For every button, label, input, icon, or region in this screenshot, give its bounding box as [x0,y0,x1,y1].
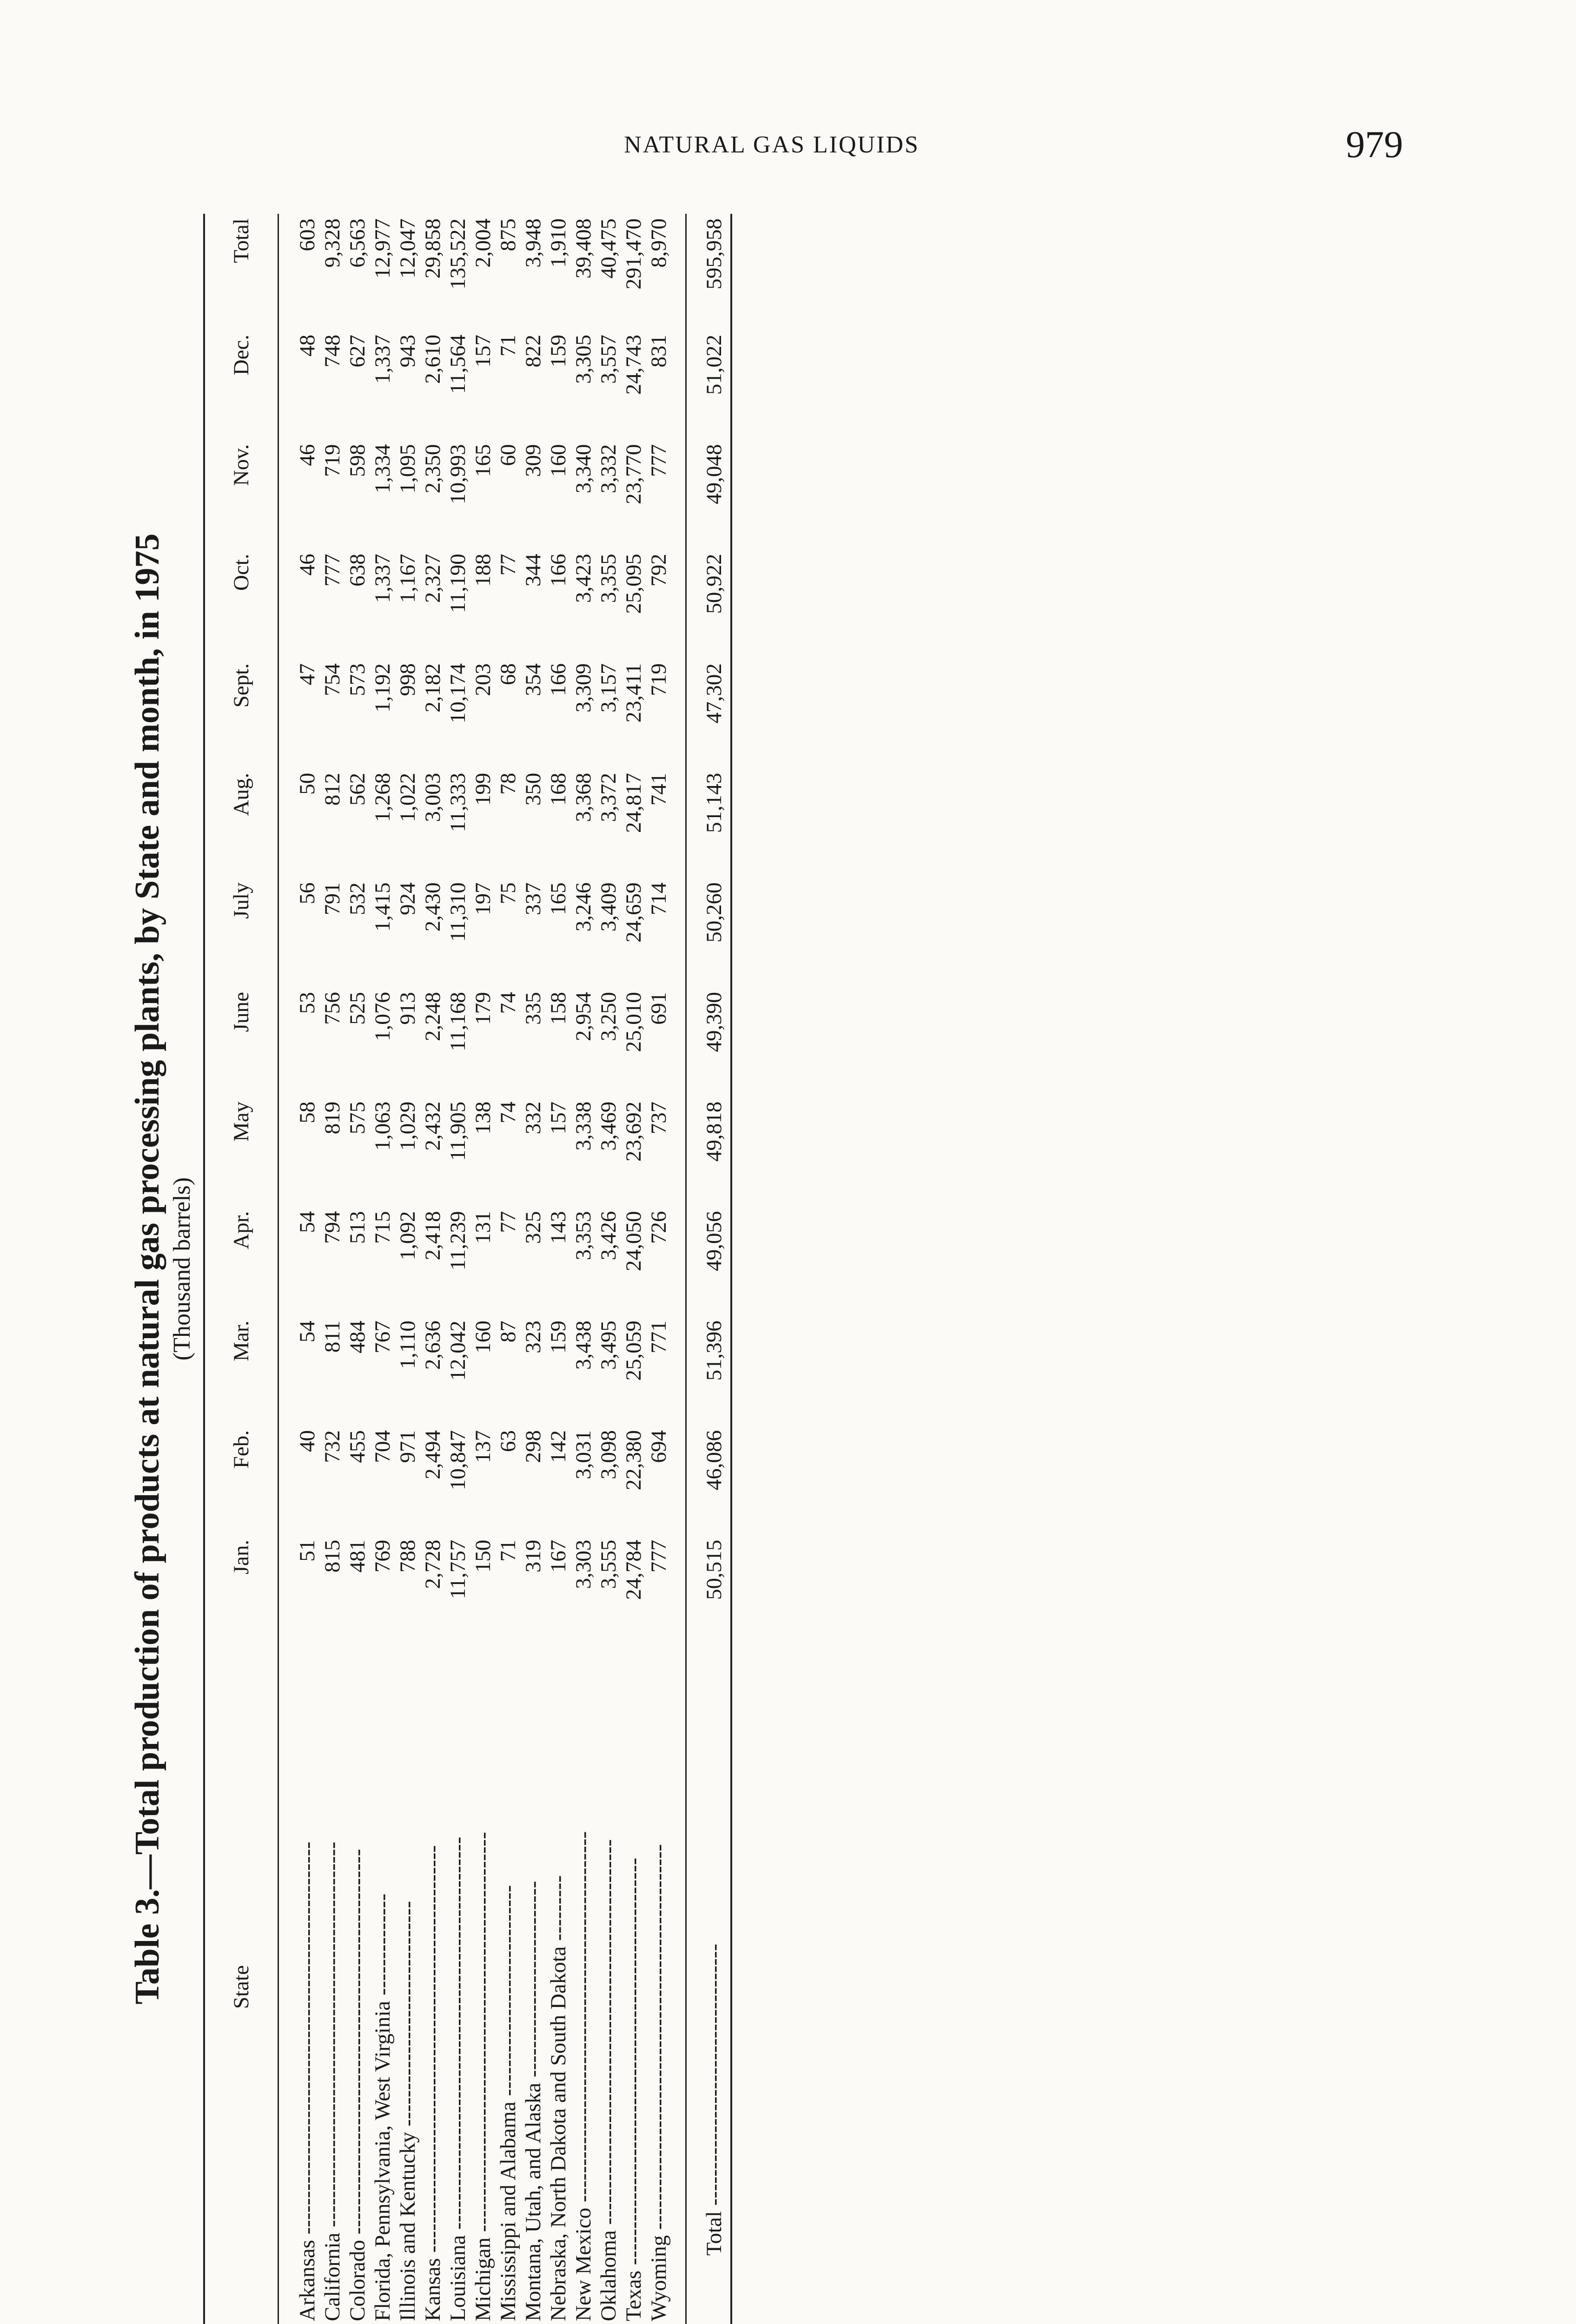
value-cell: 3,495 [596,1320,621,1370]
dot-leader: ------------------------------- [396,1901,420,2126]
dot-leader: -------------------------------------------------------- [622,1857,646,2265]
value-cell: 741 [647,772,671,806]
total-label: Total ------------------------------------ [686,1650,732,2324]
value-cell: 998 [396,663,420,696]
value-cell: 323 [521,1320,545,1353]
value-cell: 11,190 [446,554,470,613]
total-cell: 51,396 [686,1316,732,1426]
value-cell: 157 [546,1101,570,1135]
total-cell: 595,958 [686,214,732,330]
value-cell: 691 [647,992,671,1025]
value-cell: 2,636 [421,1320,445,1370]
dot-leader: ------------------------------------------------------ [295,1842,319,2235]
value-cell: 913 [396,992,420,1025]
total-cell: 51,143 [686,768,732,878]
value-cell: 3,426 [596,1211,621,1261]
value-cell: 2,182 [421,663,445,713]
value-cell: 75 [496,882,520,905]
value-cell: 167 [546,1539,570,1573]
state-cell: Wyoming ----------------------------------------------------- [647,1844,671,2321]
value-cell: 344 [521,554,545,587]
value-cell: 1,167 [396,554,420,603]
value-cell: 767 [371,1320,395,1353]
table-body [278,214,686,2324]
table-row [445,214,470,2324]
value-cell: 3,338 [571,1101,596,1151]
value-cell: 2,004 [471,218,495,268]
running-head: NATURAL GAS LIQUIDS [624,132,920,158]
rotated-table-block [128,214,726,2324]
value-cell: 1,334 [371,444,395,494]
state-cell: Montana, Utah, and Alaska --------------------------- [521,1881,545,2321]
value-cell: 56 [295,882,319,905]
value-cell: 71 [496,334,520,357]
table-row [320,214,345,2324]
value-cell: 60 [496,444,520,466]
value-cell: 179 [471,992,495,1025]
table-row [420,214,445,2324]
state-cell: Nebraska, North Dakota and South Dakota --------- [546,1875,570,2321]
value-cell: 777 [320,554,344,587]
value-cell: 87 [496,1320,520,1343]
value-cell: 484 [345,1320,370,1353]
dot-leader: --------- [546,1875,570,1941]
total-cell: 47,302 [686,659,732,768]
value-cell: 1,192 [371,663,395,713]
value-cell: 3,031 [571,1430,596,1479]
column-header: Mar. [204,1316,278,1426]
state-cell: Colorado ----------------------------------------------------- [345,1849,370,2321]
value-cell: 24,050 [622,1211,646,1271]
value-cell: 2,728 [421,1539,445,1589]
value-cell: 1,337 [371,334,395,384]
table-row [621,214,646,2324]
value-cell: 71 [496,1539,520,1562]
value-cell: 769 [371,1539,395,1573]
column-header: June [204,987,278,1097]
value-cell: 638 [345,554,370,587]
value-cell: 694 [647,1430,671,1463]
value-cell: 199 [471,772,495,806]
value-cell: 2,954 [571,992,596,1041]
value-cell: 40 [295,1430,319,1452]
value-cell: 943 [396,334,420,368]
state-cell: Kansas -------------------------------------------------------- [421,1845,445,2321]
value-cell: 29,858 [421,218,445,279]
state-cell: Michigan ------------------------------------------------------- [471,1832,495,2321]
value-cell: 78 [496,772,520,795]
column-header: Aug. [204,768,278,878]
value-cell: 337 [521,882,545,915]
value-cell: 10,993 [446,444,470,504]
value-cell: 143 [546,1211,570,1244]
column-header: Dec. [204,330,278,440]
state-cell: Louisiana ------------------------------------------------------ [446,1836,470,2321]
total-cell: 46,086 [686,1426,732,1535]
value-cell: 10,174 [446,663,470,724]
value-cell: 1,268 [371,772,395,822]
value-cell: 831 [647,334,671,368]
value-cell: 54 [295,1320,319,1343]
value-cell: 159 [546,1320,570,1353]
column-header: Jan. [204,1535,278,1650]
value-cell: 748 [320,334,344,368]
value-cell: 971 [396,1430,420,1463]
value-cell: 573 [345,663,370,696]
column-header: Oct. [204,549,278,659]
column-header: Apr. [204,1207,278,1316]
value-cell: 6,563 [345,218,370,268]
value-cell: 137 [471,1430,495,1463]
value-cell: 819 [320,1101,344,1135]
production-table [203,214,732,2324]
value-cell: 1,076 [371,992,395,1041]
value-cell: 3,372 [596,772,621,822]
table-row [470,214,496,2324]
value-cell: 188 [471,554,495,587]
value-cell: 3,368 [571,772,596,822]
value-cell: 8,970 [647,218,671,268]
table-title: Table 3.—Total production of products at natural gas processing plants, by State and month, in 1975 [128,533,166,2005]
value-cell: 24,817 [622,772,646,833]
value-cell: 791 [320,882,344,915]
value-cell: 298 [521,1430,545,1463]
total-cell: 49,390 [686,987,732,1097]
total-cell: 49,056 [686,1207,732,1316]
value-cell: 131 [471,1211,495,1244]
dot-leader: -------------------------------------------------------- [421,1845,445,2253]
value-cell: 165 [546,882,570,915]
value-cell: 50 [295,772,319,795]
value-cell: 1,029 [396,1101,420,1151]
total-cell: 49,048 [686,440,732,549]
total-row [686,214,732,2324]
value-cell: 159 [546,334,570,368]
value-cell: 12,047 [396,218,420,279]
state-cell: Texas -------------------------------------------------------- [622,1857,646,2321]
value-cell: 715 [371,1211,395,1244]
value-cell: 24,784 [622,1539,646,1600]
dot-leader: ----------------------------------------------------- [647,1844,671,2230]
value-cell: 48 [295,334,319,357]
value-cell: 737 [647,1101,671,1135]
value-cell: 150 [471,1539,495,1573]
value-cell: 513 [345,1211,370,1244]
value-cell: 719 [647,663,671,696]
value-cell: 77 [496,1211,520,1233]
state-cell: Oklahoma ----------------------------------------------------- [596,1839,621,2321]
value-cell: 47 [295,663,319,686]
table-row [546,214,571,2324]
value-cell: 726 [647,1211,671,1244]
value-cell: 11,905 [446,1101,470,1161]
table-row [646,214,686,2324]
value-cell: 3,246 [571,882,596,932]
value-cell: 481 [345,1539,370,1573]
value-cell: 332 [521,1101,545,1135]
value-cell: 719 [320,444,344,477]
value-cell: 794 [320,1211,344,1244]
value-cell: 160 [471,1320,495,1353]
value-cell: 197 [471,882,495,915]
value-cell: 309 [521,444,545,477]
total-cell: 50,260 [686,878,732,987]
value-cell: 166 [546,663,570,696]
dot-leader: --------------------------- [521,1881,545,2078]
dot-leader: ----------------------------------------------------- [320,1842,344,2227]
value-cell: 46 [295,554,319,576]
value-cell: 3,250 [596,992,621,1041]
value-cell: 11,333 [446,772,470,832]
value-cell: 875 [496,218,520,251]
total-cell: 49,818 [686,1097,732,1207]
value-cell: 2,494 [421,1430,445,1479]
state-cell: New Mexico --------------------------------------------------- [571,1831,596,2321]
table-header-row [204,214,278,2324]
table-subtitle: (Thousand barrels) [169,1177,195,1361]
value-cell: 1,337 [371,554,395,603]
value-cell: 562 [345,772,370,806]
state-cell: California ----------------------------------------------------- [320,1842,344,2321]
value-cell: 39,408 [571,218,596,279]
total-cell: 50,515 [686,1535,732,1650]
state-cell: Illinois and Kentucky ------------------------------- [396,1901,420,2321]
value-cell: 1,910 [546,218,570,268]
value-cell: 168 [546,772,570,806]
value-cell: 756 [320,992,344,1025]
value-cell: 1,022 [396,772,420,822]
value-cell: 68 [496,663,520,686]
value-cell: 12,977 [371,218,395,279]
column-header: Sept. [204,659,278,768]
value-cell: 3,098 [596,1430,621,1479]
value-cell: 532 [345,882,370,915]
value-cell: 24,659 [622,882,646,943]
value-cell: 23,411 [622,663,646,723]
value-cell: 792 [647,554,671,587]
value-cell: 74 [496,992,520,1014]
value-cell: 3,948 [521,218,545,268]
value-cell: 788 [396,1539,420,1573]
value-cell: 1,095 [396,444,420,494]
value-cell: 2,430 [421,882,445,932]
value-cell: 11,168 [446,992,470,1051]
value-cell: 3,353 [571,1211,596,1261]
value-cell: 815 [320,1539,344,1573]
dot-leader: -------------- [371,1893,395,1996]
value-cell: 25,095 [622,554,646,614]
state-cell: Florida, Pennsylvania, West Virginia -------------- [371,1893,395,2321]
value-cell: 2,350 [421,444,445,494]
value-cell: 2,432 [421,1101,445,1151]
value-cell: 51 [295,1539,319,1562]
value-cell: 10,847 [446,1430,470,1491]
table-row [345,214,370,2324]
column-header: May [204,1097,278,1207]
value-cell: 11,757 [446,1539,470,1599]
value-cell: 335 [521,992,545,1025]
value-cell: 3,409 [596,882,621,932]
value-cell: 714 [647,882,671,915]
value-cell: 40,475 [596,218,621,279]
value-cell: 135,522 [446,218,470,290]
table-row [596,214,621,2324]
value-cell: 24,743 [622,334,646,395]
table-row [521,214,546,2324]
value-cell: 777 [647,1539,671,1573]
table-row [370,214,395,2324]
value-cell: 598 [345,444,370,477]
value-cell: 157 [471,334,495,368]
table-row [278,214,320,2324]
value-cell: 575 [345,1101,370,1135]
value-cell: 754 [320,663,344,696]
value-cell: 138 [471,1101,495,1135]
value-cell: 2,610 [421,334,445,384]
value-cell: 165 [471,444,495,477]
dot-leader: ------------------------------------------------------ [446,1836,470,2230]
value-cell: 291,470 [622,218,646,290]
value-cell: 203 [471,663,495,696]
column-header: Total [204,214,278,330]
value-cell: 3,423 [571,554,596,603]
value-cell: 9,328 [320,218,344,268]
column-header: State [204,1650,278,2324]
value-cell: 11,564 [446,334,470,394]
value-cell: 63 [496,1430,520,1452]
dot-leader: ------------------------------------------------------- [471,1832,495,2232]
value-cell: 23,770 [622,444,646,504]
dot-leader: ------------------------------------ [702,1943,726,2206]
value-cell: 12,042 [446,1320,470,1381]
value-cell: 2,418 [421,1211,445,1261]
value-cell: 25,059 [622,1320,646,1381]
value-cell: 525 [345,992,370,1025]
value-cell: 23,692 [622,1101,646,1162]
dot-leader: --------------------------------------------------- [571,1831,596,2203]
page-number: 979 [1346,123,1403,165]
value-cell: 166 [546,554,570,587]
value-cell: 3,555 [596,1539,621,1589]
value-cell: 58 [295,1101,319,1123]
value-cell: 1,092 [396,1211,420,1261]
value-cell: 704 [371,1430,395,1463]
column-header: Nov. [204,440,278,549]
value-cell: 325 [521,1211,545,1244]
state-cell: Arkansas ------------------------------------------------------ [295,1842,319,2321]
value-cell: 46 [295,444,319,466]
value-cell: 603 [295,218,319,251]
value-cell: 22,380 [622,1430,646,1491]
dot-leader: ----------------------------- [496,1885,520,2096]
table-row [496,214,521,2324]
value-cell: 777 [647,444,671,477]
value-cell: 3,332 [596,444,621,494]
state-cell: Mississippi and Alabama ----------------------------- [496,1885,520,2321]
value-cell: 74 [496,1101,520,1123]
value-cell: 2,248 [421,992,445,1041]
column-header: July [204,878,278,987]
value-cell: 54 [295,1211,319,1233]
dot-leader: ----------------------------------------------------- [596,1839,621,2225]
value-cell: 11,239 [446,1211,470,1271]
value-cell: 11,310 [446,882,470,942]
value-cell: 354 [521,663,545,696]
table-row [571,214,596,2324]
value-cell: 25,010 [622,992,646,1052]
value-cell: 3,157 [596,663,621,713]
value-cell: 822 [521,334,545,368]
value-cell: 771 [647,1320,671,1353]
total-cell: 50,922 [686,549,732,659]
value-cell: 3,305 [571,334,596,384]
column-header: Feb. [204,1426,278,1535]
value-cell: 627 [345,334,370,368]
value-cell: 319 [521,1539,545,1573]
value-cell: 812 [320,772,344,806]
value-cell: 3,438 [571,1320,596,1370]
value-cell: 1,063 [371,1101,395,1151]
value-cell: 160 [546,444,570,477]
dot-leader: ----------------------------------------------------- [345,1849,370,2235]
value-cell: 1,415 [371,882,395,932]
value-cell: 732 [320,1430,344,1463]
value-cell: 3,303 [571,1539,596,1589]
value-cell: 3,557 [596,334,621,384]
table-row [395,214,420,2324]
value-cell: 3,355 [596,554,621,603]
value-cell: 811 [320,1320,344,1353]
table-total [686,214,732,2324]
total-cell: 51,022 [686,330,732,440]
value-cell: 2,327 [421,554,445,603]
value-cell: 3,340 [571,444,596,494]
value-cell: 3,003 [421,772,445,822]
value-cell: 53 [295,992,319,1014]
value-cell: 77 [496,554,520,576]
value-cell: 924 [396,882,420,915]
value-cell: 1,110 [396,1320,420,1369]
value-cell: 3,469 [596,1101,621,1151]
table-caption [128,214,196,2324]
value-cell: 3,309 [571,663,596,713]
value-cell: 158 [546,992,570,1025]
value-cell: 142 [546,1430,570,1463]
value-cell: 350 [521,772,545,806]
value-cell: 455 [345,1430,370,1463]
